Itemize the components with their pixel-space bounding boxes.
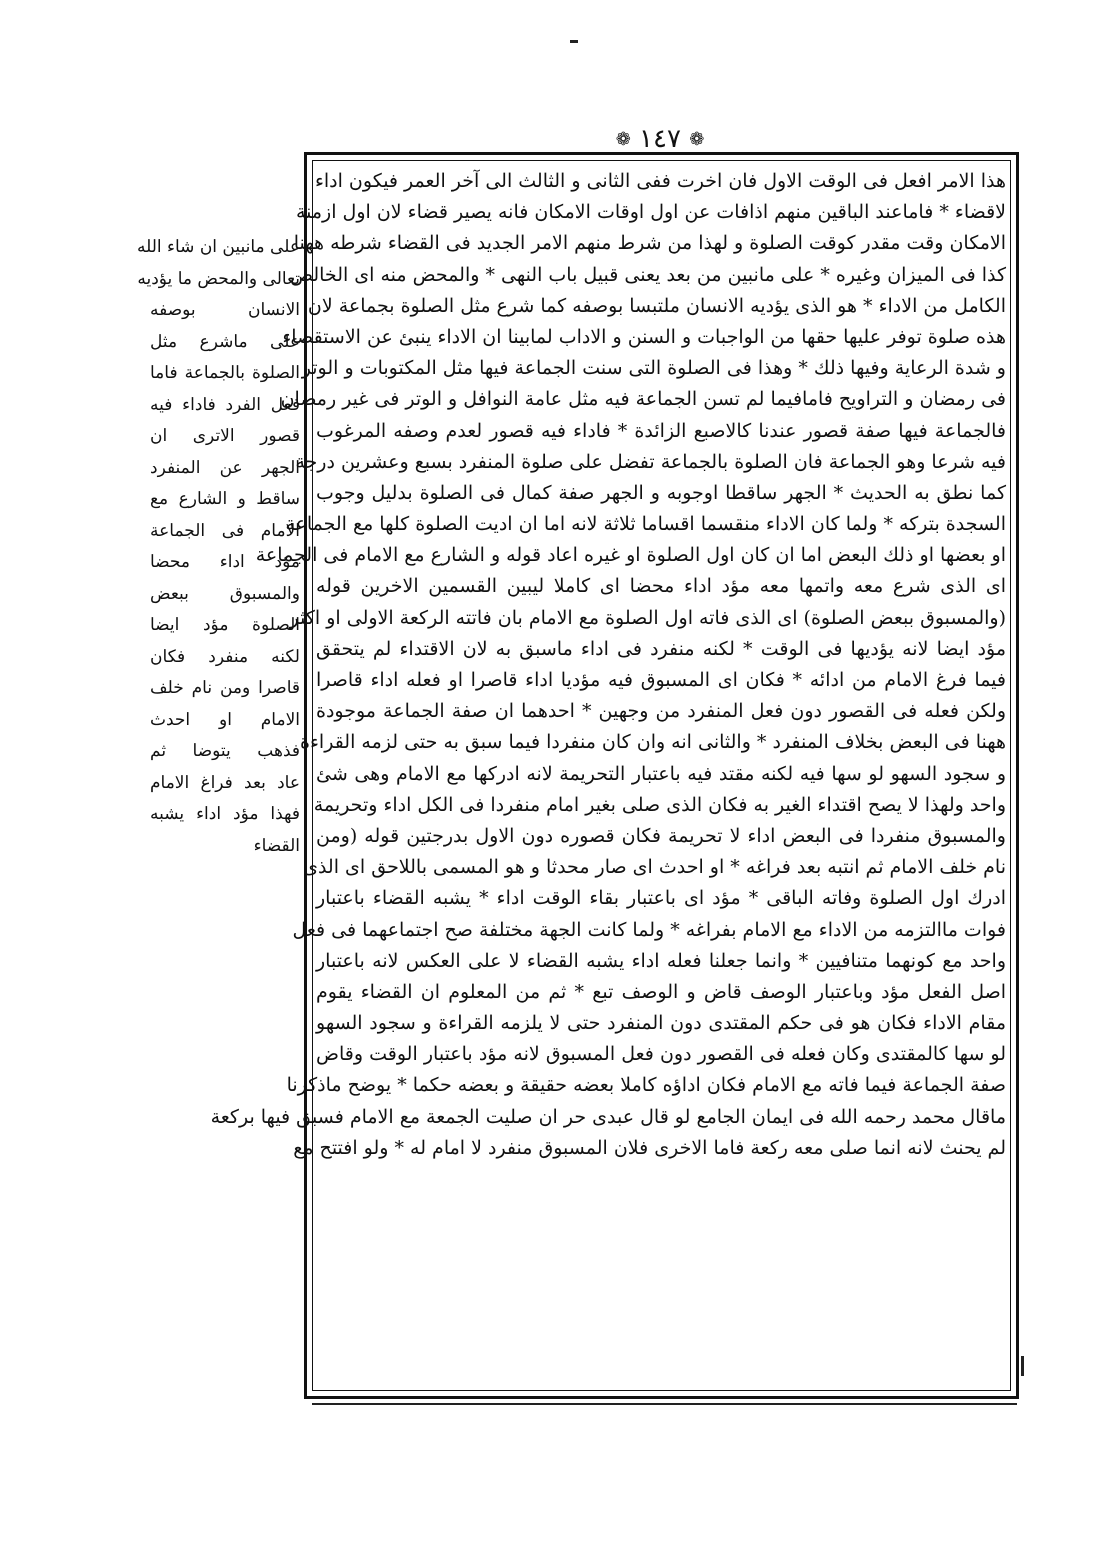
text-line: والمسبوق منفردا فى البعض اداء لا تحريمة فكان قصوره دون الاول بدرجتين قوله (ومن: [316, 824, 1006, 847]
margin-line: الامام فى الجماعة: [150, 520, 300, 541]
margin-line: الجهر عن المنفرد: [150, 457, 300, 478]
text-line: الامكان وقت مقدر كوقت الصلوة و لهذا من شرط منهم الامر الجديد فى القضاء شرطه ههنا: [293, 232, 1006, 255]
text-line: اى الذى شرع معه واتمها معه مؤد اداء محضا اى كاملا ليبين القسمين الاخرين قوله: [316, 575, 1006, 598]
margin-line: لكنه منفرد فكان: [150, 646, 300, 667]
text-line: ماقال محمد رحمه الله فى ايمان الجامع لو قال عبدى حر ان صليت الجمعة مع الامام فسبق فيها بركعة: [210, 1105, 1006, 1128]
text-line: هذا الامر افعل فى الوقت الاول فان اخرت ففى الثانى و الثالث الى آخر العمر فيكون اداء: [314, 170, 1006, 192]
text-line: نام خلف الامام ثم انتبه بعد فراغه * او احدث اى صار محدثا و هو المسمى باللاحق اى الذى: [303, 856, 1006, 879]
ornament-icon: ❁: [689, 129, 705, 150]
frame-bottom-rule: [312, 1403, 1017, 1405]
text-line: فيما فرغ الامام من ادائه * فكان اى المسبوق فيه مؤديا اداء قاصرا او فعله اداء قاصرا: [316, 669, 1006, 691]
margin-line: تعالى والمحض ما يؤديه: [137, 268, 300, 289]
text-line: فى رمضان و التراويح فامافيما لم تسن الجماعة فيه مثل عامة النوافل و الوتر فى غير رمضان: [280, 388, 1006, 411]
text-line: كذا فى الميزان وغيره * على مانبين من بعد يعنى قبيل باب النهى * والمحض منه اى الخالص: [290, 263, 1006, 286]
text-line: ادرك اول الصلوة وفاته الباقى * مؤد اى باعتبار بقاء الوقت اداء * يشبه القضاء باعتبار: [316, 887, 1006, 910]
margin-line: قاصرا ومن نام خلف: [150, 678, 300, 698]
margin-line: الانسان بوصفه: [150, 300, 300, 320]
margin-line: عاد بعد فراغ الامام: [150, 772, 300, 793]
text-line: ههنا فى البعض بخلاف المنفرد * والثانى انه وان كان منفردا فيما سبق به حتى لزمه القراءة: [300, 731, 1006, 754]
text-line: هذه صلوة توفر عليها حقها من الواجبات و السنن و الاداب لمابينا ان الاداء ينبئ عن الاستقصاء: [282, 325, 1006, 348]
ornament-icon: ❁: [615, 129, 631, 150]
margin-line: على مانبين ان شاء الله: [136, 237, 300, 257]
text-line: كما نطق به الحديث * الجهر ساقطا اوجوبه و الجهر صفة كمال فى الصلوة بدليل وجوب: [316, 481, 1006, 504]
text-line: اصل الفعل مؤد وباعتبار الوصف قاض و الوصف تبع * ثم من المعلوم ان القضاء يقوم: [316, 980, 1006, 1003]
text-line: لاقضاء * فاماعند الباقين منهم اذافات عن اول اوقات الامكان فانه يصير قضاء لان اول ازمنة: [295, 201, 1006, 224]
margin-line: الامام او احدث: [150, 709, 300, 730]
text-line: فوات ماالتزمه من الاداء مع الامام بفراغه * ولما كانت الجهة مختلفة صح اجتماعهما فى فعل: [292, 918, 1006, 941]
margin-line: الصلوة مؤد ايضا: [150, 615, 300, 635]
margin-line: القضاء: [253, 835, 300, 856]
margin-line: فهذا مؤد اداء يشبه: [150, 804, 300, 824]
text-line: واحد ولهذا لا يصح اقتداء الغير به فكان الذى صلى بغير امام منفردا فى الكل اداء وتحريمة: [313, 793, 1006, 816]
margin-line: ساقط و الشارع مع: [150, 489, 300, 509]
text-line: لم يحنث لانه انما صلى معه ركعة فاما الاخرى فلان المسبوق منفرد لا امام له * ولو افتتح مع: [293, 1136, 1006, 1159]
text-line: الكامل من الاداء * هو الذى يؤديه الانسان ملتبسا بوصفه كما شرع مثل الصلوة بجماعة لان: [307, 294, 1006, 317]
text-line: واحد مع كونهما متنافيين * وانما جعلنا فعله اداء يشبه القضاء لا على العكس لانه باعتبار: [316, 949, 1006, 972]
text-line: لو سها كالمقتدى وكان فعله فى القصور دون فعل المسبوق لانه مؤد باعتبار الوقت وقاض: [316, 1043, 1006, 1066]
page-header: [600, 124, 720, 154]
margin-line: فذهب يتوضا ثم: [150, 741, 300, 761]
margin-line: على ماشرع مثل: [150, 331, 300, 352]
text-line: صفة الجماعة فيما فاته مع الامام فكان اداؤه كاملا بعضه حقيقة و بعضه حكما * يوضح ماذكرنا: [286, 1074, 1006, 1097]
text-line: مؤد ايضا لانه يؤديها فى الوقت * لكنه منفرد فى اداء ماسبق به لان الاقتداء لم يتحقق: [316, 637, 1006, 660]
margin-line: قصور الاترى ان: [150, 426, 300, 446]
text-line: السجدة بتركه * ولما كان الاداء منقسما اقساما ثلاثة لانه اما ان اديت الصلوة كلها مع الجماعة: [285, 513, 1006, 536]
page-number: ١٤٧: [639, 124, 681, 154]
margin-line: الصلوة بالجماعة فاما: [150, 363, 300, 383]
text-line: ولكن فعله فى القصور دون فعل المنفرد من وجهين * احدهما ان صفة الجماعة موجودة: [316, 700, 1006, 723]
frame-side-tick: [1021, 1356, 1024, 1376]
text-line: فالجماعة فيها صفة قصور عندنا كالاصبع الزائدة * فاداء فيه قصور لعدم وصفه المرغوب: [316, 419, 1006, 442]
text-line: (والمسبوق ببعض الصلوة) اى الذى فاته اول الصلوة مع الامام بان فاتته الركعة الاولى او اكثر: [289, 606, 1006, 629]
text-line: و شدة الرعاية وفيها ذلك * وهذا فى الصلوة التى سنت الجماعة فيها مثل المكتوبات و الوتر: [301, 357, 1006, 380]
text-line: و سجود السهو لو سها فيه لكنه مقتد فيه باعتبار التحريمة لانه ادركها مع الامام وهى شئ: [316, 762, 1006, 785]
margin-line: مؤد اداء محضا: [150, 552, 300, 572]
text-line: فيه شرعا وهو الجماعة فان الصلوة بالجماعة تفضل على صلوة المنفرد بسبع وعشرين درجة: [295, 450, 1006, 473]
text-line: او بعضها او ذلك البعض اما ان كان اول الصلوة او غيره اعاد قوله و الشارع مع الامام فى الجماعة: [255, 544, 1006, 567]
margin-line: فعل الفرد فاداء فيه: [150, 394, 300, 415]
margin-line: والمسبوق ببعض: [150, 583, 300, 604]
top-mark: [570, 40, 578, 43]
text-line: مقام الاداء فكان هو فى حكم المقتدى دون المنفرد حتى لا يلزمه القراءة و سجود السهو: [316, 1012, 1006, 1035]
